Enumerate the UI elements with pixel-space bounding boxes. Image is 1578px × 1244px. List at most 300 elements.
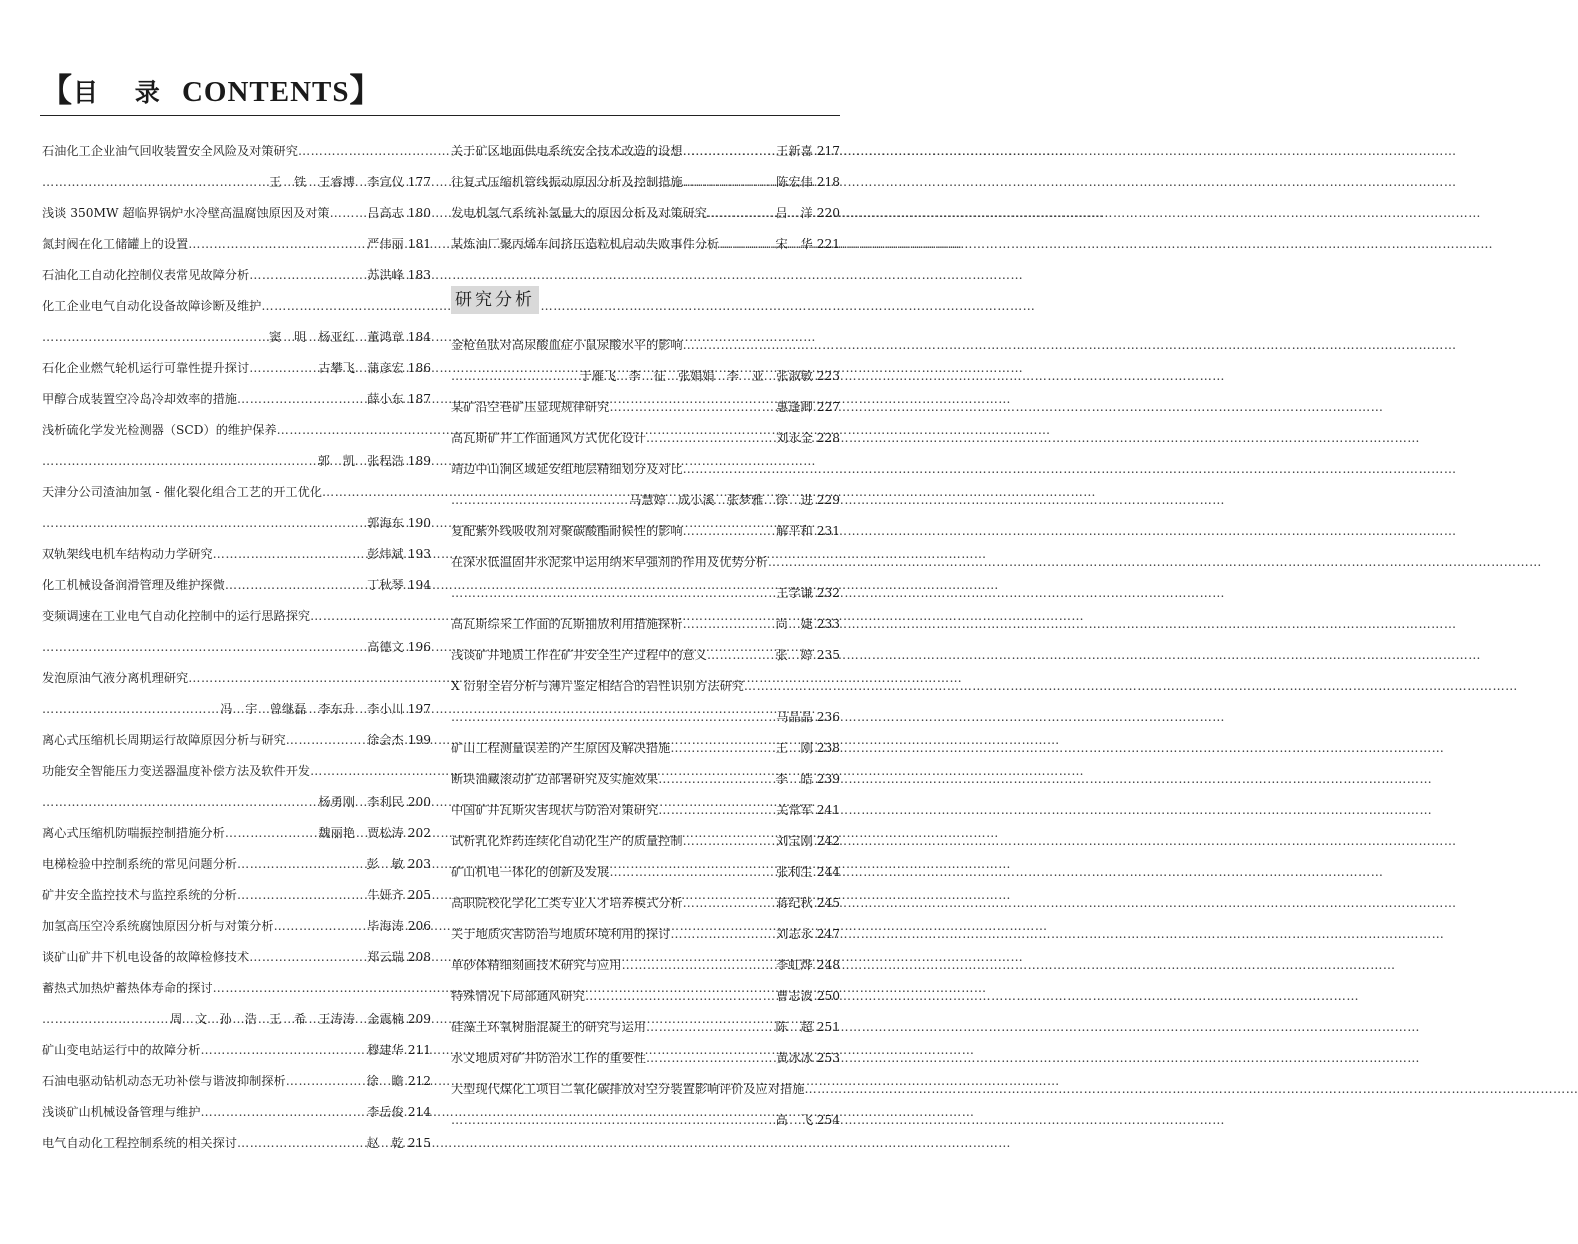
dot-leader bbox=[683, 888, 776, 919]
dot-leader bbox=[237, 384, 366, 415]
toc-entry-line bbox=[42, 1097, 431, 1128]
toc-entry-line bbox=[451, 671, 840, 702]
entry-page: 229 bbox=[816, 493, 840, 507]
dot-leader bbox=[670, 733, 774, 764]
entry-page: 254 bbox=[816, 1113, 840, 1127]
toc-entry[interactable] bbox=[42, 880, 431, 911]
toc-entry-line bbox=[42, 694, 431, 725]
entry-title: 靖边中山涧区域延安组地层精细划分及对比 bbox=[451, 462, 683, 476]
dot-leader bbox=[683, 454, 840, 485]
toc-entry-line bbox=[42, 539, 431, 570]
page-title bbox=[40, 70, 840, 113]
entry-authors: 苏洪峰 bbox=[367, 268, 404, 282]
entry-page: 231 bbox=[816, 524, 840, 538]
dot-leader bbox=[42, 167, 268, 198]
entry-authors: 古攀飞 蒲彦宏 bbox=[318, 361, 404, 375]
entry-title: 断块油藏滚动扩边部署研究及实施效果 bbox=[451, 772, 659, 786]
entry-title: 高职院校化学化工类专业人才培养模式分析 bbox=[451, 896, 683, 910]
entry-title: 石油电驱动钻机动态无功补偿与谐波抑制探析 bbox=[42, 1074, 286, 1088]
entry-authors: 刘宝刚 bbox=[776, 834, 813, 848]
entry-authors: 惠逢卿 bbox=[776, 400, 813, 414]
entry-title: 矿井安全监控技术与监控系统的分析 bbox=[42, 888, 237, 902]
entry-authors: 马慧婷 成小溪 张梦雅 徐 进 bbox=[629, 493, 813, 507]
toc-entry-line bbox=[451, 454, 840, 485]
toc-entry[interactable] bbox=[42, 663, 431, 725]
entry-page: 238 bbox=[816, 741, 840, 755]
entry-page: 194 bbox=[407, 578, 431, 592]
entry-authors: 魏丽艳 贾松涛 bbox=[318, 826, 404, 840]
dot-leader bbox=[237, 1128, 365, 1159]
entry-page: 253 bbox=[816, 1051, 840, 1065]
entry-page: 209 bbox=[407, 1012, 431, 1026]
toc-entry-line bbox=[451, 609, 840, 640]
entry-title: 发电机氢气系统补氢量大的原因分析及对策研究 bbox=[451, 206, 707, 220]
toc-entry-line bbox=[451, 167, 840, 198]
toc-entry-line bbox=[451, 764, 840, 795]
toc-entry[interactable] bbox=[451, 167, 840, 198]
toc-entry[interactable] bbox=[42, 229, 431, 260]
toc-entry[interactable] bbox=[451, 330, 840, 392]
toc-entry-line bbox=[42, 632, 431, 663]
dot-leader bbox=[249, 942, 366, 973]
entry-authors: 李岳俊 bbox=[367, 1105, 404, 1119]
entry-title: 石化企业燃气轮机运行可靠性提升探讨 bbox=[42, 361, 250, 375]
toc-entry[interactable] bbox=[451, 919, 840, 950]
entry-page: 184 bbox=[407, 330, 431, 344]
dot-leader bbox=[451, 1105, 774, 1136]
dot-leader bbox=[310, 601, 431, 632]
entry-title: 天津分公司渣油加氢 - 催化裂化组合工艺的开工优化 bbox=[42, 485, 322, 499]
entry-authors: 吕 洋 bbox=[775, 206, 813, 220]
entry-title: 氮封阀在化工储罐上的设置 bbox=[42, 237, 189, 251]
entry-page: 202 bbox=[407, 826, 431, 840]
entry-authors: 张 婷 bbox=[775, 648, 813, 662]
entry-title: 矿山变电站运行中的故障分析 bbox=[42, 1043, 201, 1057]
entry-page: 199 bbox=[407, 733, 431, 747]
dot-leader bbox=[42, 322, 268, 353]
section-title-research: 研究分析 bbox=[451, 286, 539, 314]
dot-leader bbox=[451, 702, 775, 733]
entry-title: 试析乳化炸药连续化自动化生产的质量控制 bbox=[451, 834, 683, 848]
toc-entry[interactable] bbox=[451, 981, 840, 1012]
toc-entry-line bbox=[42, 477, 431, 508]
entry-title: 发泡原油气液分离机理研究 bbox=[42, 671, 189, 685]
entry-title: 化工企业电气自动化设备故障诊断及维护 bbox=[42, 299, 262, 313]
toc-entry-line bbox=[42, 1035, 431, 1066]
entry-title: 硅藻土环氧树脂混凝土的研究与运用 bbox=[451, 1020, 646, 1034]
toc-entry-line bbox=[42, 415, 431, 446]
entry-authors: 郭 凯 张程浩 bbox=[317, 454, 404, 468]
toc-entry-line bbox=[42, 787, 431, 818]
toc-entry-line bbox=[451, 198, 840, 229]
toc-entry-line bbox=[42, 136, 431, 167]
entry-title: 矿山工程测量误差的产生原因及解决措施 bbox=[451, 741, 671, 755]
toc-entry-line bbox=[42, 1004, 431, 1035]
entry-authors: 彭炜斌 bbox=[367, 547, 404, 561]
entry-page: 197 bbox=[407, 702, 431, 716]
entry-page: 245 bbox=[816, 896, 840, 910]
entry-page: 215 bbox=[407, 1136, 431, 1150]
entry-page: 221 bbox=[816, 237, 840, 251]
entry-title: 蓄热式加热炉蓄热体寿命的探讨 bbox=[42, 981, 213, 995]
entry-page: 203 bbox=[407, 857, 431, 871]
toc-entry-line bbox=[451, 702, 840, 733]
dot-leader bbox=[213, 539, 367, 570]
dot-leader bbox=[658, 764, 774, 795]
toc-entry[interactable] bbox=[451, 547, 840, 609]
entry-authors: 刘志永 bbox=[776, 927, 813, 941]
toc-entry-line bbox=[42, 198, 431, 229]
toc-entry-line bbox=[451, 547, 840, 578]
entry-page: 186 bbox=[407, 361, 431, 375]
dot-leader bbox=[42, 632, 366, 663]
toc-entry[interactable] bbox=[42, 1097, 431, 1128]
entry-page: 220 bbox=[816, 206, 840, 220]
toc-entry[interactable] bbox=[451, 764, 840, 795]
entry-title: 化工机械设备润滑管理及维护探微 bbox=[42, 578, 225, 592]
entry-page: 242 bbox=[816, 834, 840, 848]
dot-leader bbox=[274, 911, 367, 942]
entry-title: 浅谈矿山机械设备管理与维护 bbox=[42, 1105, 201, 1119]
toc-entry[interactable] bbox=[42, 911, 431, 942]
entry-title: 单砂体精细刻画技术研究与应用 bbox=[451, 958, 622, 972]
entry-authors: 郑云瑞 bbox=[367, 950, 404, 964]
dot-leader bbox=[683, 609, 775, 640]
entry-page: 223 bbox=[816, 369, 840, 383]
toc-entry[interactable] bbox=[451, 795, 840, 826]
dot-leader bbox=[225, 570, 366, 601]
toc-entry-line bbox=[42, 849, 431, 880]
toc-entry-line bbox=[42, 818, 431, 849]
toc-entry-line bbox=[451, 1074, 840, 1105]
toc-entry[interactable] bbox=[451, 733, 840, 764]
dot-leader bbox=[585, 981, 775, 1012]
entry-authors: 蒋纪秋 bbox=[776, 896, 813, 910]
entry-title: 高瓦斯矿井工作面通风方式优化设计 bbox=[451, 431, 646, 445]
entry-page: 187 bbox=[407, 392, 431, 406]
entry-page: 228 bbox=[816, 431, 840, 445]
entry-authors: 王学谦 bbox=[776, 586, 813, 600]
title-en: CONTENTS bbox=[181, 76, 350, 108]
dot-leader bbox=[609, 857, 775, 888]
toc-entry-line bbox=[451, 733, 840, 764]
toc-entry[interactable] bbox=[451, 136, 840, 167]
entry-title: 谈矿山矿井下机电设备的故障检修技术 bbox=[42, 950, 250, 964]
entry-page: 251 bbox=[816, 1020, 840, 1034]
entry-authors: 赵 乾 bbox=[366, 1136, 404, 1150]
dot-leader bbox=[707, 640, 775, 671]
entry-authors: 陈宏伟 bbox=[776, 175, 813, 189]
toc-entry-line bbox=[42, 229, 431, 260]
bracket-close: 】 bbox=[349, 72, 383, 108]
toc-entry[interactable] bbox=[42, 601, 431, 663]
dot-leader bbox=[237, 880, 366, 911]
dot-leader bbox=[646, 423, 775, 454]
dot-leader bbox=[213, 973, 431, 1004]
entry-page: 248 bbox=[816, 958, 840, 972]
toc-entry[interactable] bbox=[42, 1066, 431, 1097]
toc-entry-line bbox=[451, 136, 840, 167]
toc-entry[interactable] bbox=[42, 849, 431, 880]
dot-leader bbox=[646, 1043, 775, 1074]
dot-leader bbox=[646, 1012, 774, 1043]
entry-page: 241 bbox=[816, 803, 840, 817]
toc-entry[interactable] bbox=[451, 857, 840, 888]
entry-page: 190 bbox=[407, 516, 431, 530]
toc-entry[interactable] bbox=[42, 1128, 431, 1159]
toc-entry[interactable] bbox=[451, 1012, 840, 1043]
entry-authors: 黄冰冰 bbox=[776, 1051, 813, 1065]
toc-entry-line bbox=[42, 167, 431, 198]
entry-page: 233 bbox=[816, 617, 840, 631]
toc-entry[interactable] bbox=[42, 818, 431, 849]
entry-page: 200 bbox=[407, 795, 431, 809]
toc-entry-line bbox=[42, 322, 431, 353]
entry-page: 239 bbox=[816, 772, 840, 786]
dot-leader bbox=[744, 671, 840, 702]
toc-entry[interactable] bbox=[451, 950, 840, 981]
dot-leader bbox=[670, 919, 775, 950]
entry-title: 某矿沿空巷矿压显现规律研究 bbox=[451, 400, 610, 414]
toc-entry[interactable] bbox=[42, 539, 431, 570]
entry-page: 206 bbox=[407, 919, 431, 933]
entry-authors: 王 刚 bbox=[775, 741, 813, 755]
toc-right-research-list bbox=[451, 330, 840, 1136]
toc-entry[interactable] bbox=[451, 423, 840, 454]
dot-leader bbox=[249, 353, 317, 384]
entry-authors: 尚 婕 bbox=[775, 617, 813, 631]
entry-page: 236 bbox=[816, 710, 840, 724]
toc-entry[interactable] bbox=[42, 384, 431, 415]
toc-entry[interactable] bbox=[451, 1043, 840, 1074]
entry-authors: 彭 敏 bbox=[366, 857, 404, 871]
dot-leader bbox=[286, 725, 366, 756]
toc-entry[interactable] bbox=[42, 1035, 431, 1066]
entry-authors: 吕高志 bbox=[367, 206, 404, 220]
entry-authors: 李虹烨 bbox=[776, 958, 813, 972]
toc-entry-line bbox=[451, 1012, 840, 1043]
dot-leader bbox=[277, 415, 431, 446]
entry-authors: 丁秋琴 bbox=[367, 578, 404, 592]
dot-leader bbox=[261, 291, 431, 322]
entry-title: 特殊情况下局部通风研究 bbox=[451, 989, 586, 1003]
entry-authors: 王新喜 bbox=[776, 144, 813, 158]
entry-title: 关于矿区地面供电系统安全技术改造的设想 bbox=[451, 144, 683, 158]
entry-authors: 陈 超 bbox=[775, 1020, 813, 1034]
dot-leader bbox=[298, 136, 431, 167]
entry-authors: 徐 瞻 bbox=[366, 1074, 404, 1088]
dot-leader bbox=[451, 578, 775, 609]
dot-leader bbox=[330, 198, 367, 229]
entry-authors: 高德文 bbox=[367, 640, 404, 654]
toc-entry[interactable] bbox=[451, 671, 840, 733]
toc-entry[interactable] bbox=[451, 609, 840, 640]
entry-title: 离心式压缩机防喘振控制措施分析 bbox=[42, 826, 225, 840]
toc-entry-line bbox=[42, 260, 431, 291]
entry-page: 214 bbox=[407, 1105, 431, 1119]
toc-entry[interactable] bbox=[42, 291, 431, 353]
entry-title: 浅析硫化学发光检测器（SCD）的维护保养 bbox=[42, 423, 277, 437]
entry-authors: 穆建华 bbox=[367, 1043, 404, 1057]
entry-authors: 马晶晶 bbox=[776, 710, 813, 724]
entry-page: 212 bbox=[407, 1074, 431, 1088]
toc-entry-line bbox=[42, 880, 431, 911]
entry-title: 大型现代煤化工项目二氧化碳排放对空分装置影响评价及应对措施 bbox=[451, 1082, 805, 1096]
dot-leader bbox=[683, 136, 776, 167]
toc-entry[interactable] bbox=[42, 570, 431, 601]
toc-entry[interactable] bbox=[42, 353, 431, 384]
toc-entry[interactable] bbox=[451, 454, 840, 516]
toc-entry-line bbox=[451, 392, 840, 423]
entry-authors: 张利生 bbox=[776, 865, 813, 879]
entry-page: 193 bbox=[407, 547, 431, 561]
entry-authors: 解平和 bbox=[776, 524, 813, 538]
entry-authors: 于雁飞 李 征 张娟娟 李 亚 张淑敏 bbox=[579, 369, 813, 383]
entry-page: 217 bbox=[816, 144, 840, 158]
toc-entry[interactable] bbox=[451, 229, 840, 260]
entry-title: 功能安全智能压力变送器温度补偿方法及软件开发 bbox=[42, 764, 311, 778]
toc-entry-line bbox=[451, 1043, 840, 1074]
entry-title: X 衍射全岩分析与薄片鉴定相结合的岩性识别方法研究 bbox=[451, 679, 744, 693]
entry-page: 250 bbox=[816, 989, 840, 1003]
entry-page: 232 bbox=[816, 586, 840, 600]
toc-entry-line bbox=[451, 981, 840, 1012]
entry-authors: 刘永全 bbox=[776, 431, 813, 445]
entry-page: 235 bbox=[816, 648, 840, 662]
title-cn: 目 录 bbox=[73, 78, 174, 107]
toc-entry[interactable] bbox=[42, 973, 431, 1035]
toc-entry-line bbox=[42, 756, 431, 787]
toc-entry-line bbox=[451, 516, 840, 547]
entry-authors: 冯 宇 曾继磊 李东升 李小川 bbox=[220, 702, 404, 716]
toc-entry-line bbox=[42, 446, 431, 477]
dot-leader bbox=[683, 826, 776, 857]
entry-title: 浅谈矿井地质工作在矿井安全生产过程中的意义 bbox=[451, 648, 707, 662]
dot-leader bbox=[683, 516, 776, 547]
toc-entry[interactable] bbox=[451, 392, 840, 423]
dot-leader bbox=[622, 950, 776, 981]
dot-leader bbox=[188, 663, 431, 694]
toc-entry[interactable] bbox=[451, 198, 840, 229]
toc-entry[interactable] bbox=[42, 477, 431, 539]
toc-entry-line bbox=[42, 384, 431, 415]
toc-entry[interactable] bbox=[42, 260, 431, 291]
entry-page: 247 bbox=[816, 927, 840, 941]
entry-page: 177 bbox=[407, 175, 431, 189]
toc-entry[interactable] bbox=[451, 1074, 840, 1136]
toc-entry[interactable] bbox=[42, 198, 431, 229]
dot-leader bbox=[683, 330, 840, 361]
toc-entry[interactable] bbox=[42, 136, 431, 198]
toc-entry[interactable] bbox=[42, 415, 431, 477]
toc-entry-line bbox=[451, 857, 840, 888]
toc-entry-line bbox=[451, 361, 840, 392]
toc-entry-line bbox=[42, 1066, 431, 1097]
entry-page: 208 bbox=[407, 950, 431, 964]
toc-column-left bbox=[42, 136, 431, 1159]
toc-entry-line bbox=[451, 330, 840, 361]
dot-leader bbox=[768, 547, 840, 578]
entry-title: 电梯检验中控制系统的常见问题分析 bbox=[42, 857, 237, 871]
entry-authors: 李 皓 bbox=[775, 772, 813, 786]
toc-entry[interactable] bbox=[42, 725, 431, 756]
dot-leader bbox=[200, 1097, 366, 1128]
toc-entry-line bbox=[451, 229, 840, 260]
entry-title: 水文地质对矿井防治水工作的重要性 bbox=[451, 1051, 646, 1065]
toc-entry-line bbox=[42, 601, 431, 632]
toc-entry[interactable] bbox=[451, 826, 840, 857]
dot-leader bbox=[804, 1074, 840, 1105]
dot-leader bbox=[200, 1035, 366, 1066]
dot-leader bbox=[310, 756, 431, 787]
dot-leader bbox=[658, 795, 775, 826]
entry-authors: 牛妍齐 bbox=[367, 888, 404, 902]
entry-title: 离心式压缩机长周期运行故障原因分析与研究 bbox=[42, 733, 286, 747]
entry-page: 196 bbox=[407, 640, 431, 654]
entry-title: 关于地质灾害防治与地质环境利用的探讨 bbox=[451, 927, 671, 941]
entry-title: 石油化工企业油气回收装置安全风险及对策研究 bbox=[42, 144, 298, 158]
dot-leader bbox=[322, 477, 431, 508]
dot-leader bbox=[719, 229, 774, 260]
toc-entry-line bbox=[451, 485, 840, 516]
entry-title: 电气自动化工程控制系统的相关探讨 bbox=[42, 1136, 237, 1150]
dot-leader bbox=[42, 1004, 169, 1035]
toc-entry-line bbox=[42, 570, 431, 601]
toc-entry[interactable] bbox=[451, 516, 840, 547]
entry-page: 218 bbox=[816, 175, 840, 189]
dot-leader bbox=[42, 787, 317, 818]
toc-entry-line bbox=[42, 508, 431, 539]
entry-authors: 王 铁 王睿博 李宣仪 bbox=[268, 175, 404, 189]
toc-entry-line bbox=[451, 423, 840, 454]
toc-entry[interactable] bbox=[42, 756, 431, 818]
toc-entry-line bbox=[451, 1105, 840, 1136]
toc-entry[interactable] bbox=[42, 942, 431, 973]
dot-leader bbox=[286, 1066, 366, 1097]
entry-title: 甲醇合成装置空冷岛冷却效率的措施 bbox=[42, 392, 237, 406]
toc-right-top-list bbox=[451, 136, 840, 260]
entry-title: 往复式压缩机管线振动原因分析及控制措施 bbox=[451, 175, 683, 189]
entry-page: 244 bbox=[816, 865, 840, 879]
dot-leader bbox=[451, 361, 579, 392]
dot-leader bbox=[42, 446, 317, 477]
toc-entry[interactable] bbox=[451, 640, 840, 671]
entry-authors: 严伟丽 bbox=[367, 237, 404, 251]
toc-entry-line bbox=[42, 942, 431, 973]
entry-title: 变频调速在工业电气自动化控制中的运行思路探究 bbox=[42, 609, 311, 623]
page-header bbox=[40, 70, 840, 113]
dot-leader bbox=[225, 818, 318, 849]
toc-entry[interactable] bbox=[451, 888, 840, 919]
toc-entry-line bbox=[42, 911, 431, 942]
entry-title: 矿山机电一体化的创新及发展 bbox=[451, 865, 610, 879]
entry-title: 加氢高压空冷系统腐蚀原因分析与对策分析 bbox=[42, 919, 274, 933]
dot-leader bbox=[707, 198, 775, 229]
entry-authors: 周 文 孙 浩 王 希 王涛涛 金震楠 bbox=[170, 1012, 404, 1026]
entry-authors: 郭海东 bbox=[367, 516, 404, 530]
header-rule bbox=[40, 115, 840, 116]
dot-leader bbox=[249, 260, 366, 291]
toc-entry-line bbox=[42, 973, 431, 1004]
toc-entry-line bbox=[451, 640, 840, 671]
dot-leader bbox=[42, 508, 366, 539]
entry-title: 中国矿井瓦斯灾害现状与防治对策研究 bbox=[451, 803, 659, 817]
entry-title: 某炼油厂聚丙烯车间挤压造粒机启动失败事件分析 bbox=[451, 237, 720, 251]
entry-authors: 徐会杰 bbox=[367, 733, 404, 747]
entry-page: 211 bbox=[407, 1043, 431, 1057]
entry-page: 181 bbox=[407, 237, 431, 251]
entry-title: 在深水低温固井水泥浆中运用纳米早强剂的作用及优势分析 bbox=[451, 555, 768, 569]
